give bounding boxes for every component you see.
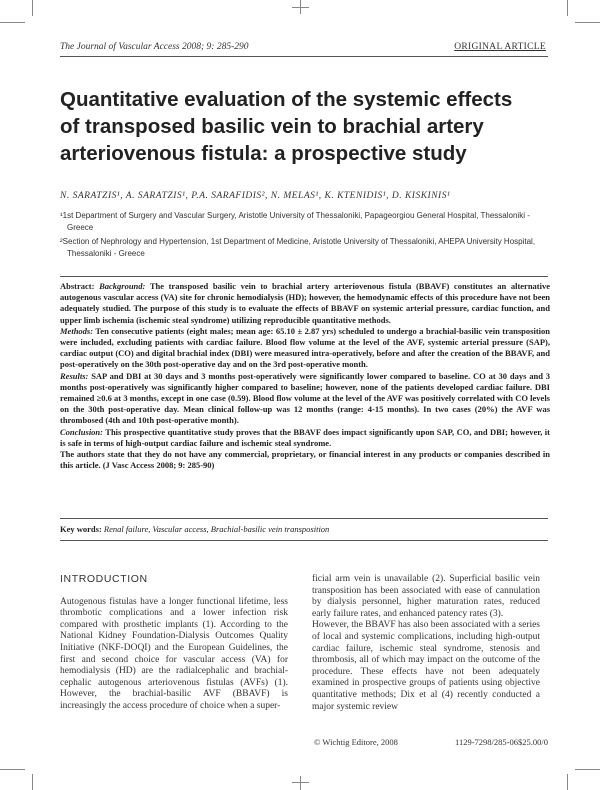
keywords-label: Key words: — [60, 524, 102, 534]
crop-mark-top-left-v — [32, 0, 33, 16]
author-list: N. SARATZIS¹, A. SARATZIS¹, P.A. SARAFIDIS², N. MELAS¹, K. KTENIDIS¹, D. KISKINIS¹ — [60, 191, 451, 201]
crop-mark-bottom-center-h — [292, 782, 309, 783]
abstract-disclosure: The authors state that they do not have any commercial, proprietary, or financial interest in any products or companies described in this article. (J Vasc Access 2008; 9: 285-90) — [60, 449, 550, 471]
keywords-bottom-rule — [60, 540, 548, 541]
affiliation-2: ²Section of Nephrology and Hypertension, 1st Department of Medicine, Aristotle University of Thessaloniki, AHEPA University Hospital, Thessaloniki - Greece — [60, 237, 536, 258]
results-text: SAP and DBI at 30 days and 3 months post-operatively were significantly lower compared to baseline. CO at 30 days and 3 months post-operatively was significantly higher compared to baseline; however, none of the patients developed cardiac failure. DBI remained ≥0.6 at 3 months, except in one case (0.59). Blood flow volume at the level of the AVF was positively correlated with CO levels on the 30th post-operative day. Mean clinical follow-up was 12 months (range: 4-15 months). In two cases (20%) the AVF was thrombosed (4th and 10th post-operative month). — [60, 370, 551, 426]
crop-mark-top-left-h — [0, 22, 25, 23]
intro-paragraph-3: However, the BBAVF has also been associated with a series of local and systemic complications, including high-output cardiac failure, ischemic steal syndrome, stenosis and thrombosis, all of which may impact on the outcome of the procedure. These effects have not been adequately examined in prospective groups of patients using objective quantitative methods; Dix et al (4) recently conducted a major systemic review — [312, 620, 540, 712]
methods-label: Methods: — [60, 325, 94, 336]
abstract-bottom-rule — [60, 518, 548, 519]
crop-mark-top-right-v — [567, 0, 568, 16]
body-column-left — [60, 574, 288, 713]
abstract-label: Abstract: — [60, 281, 95, 291]
results-label: Results: — [60, 370, 89, 381]
body-column-right — [312, 574, 540, 713]
abstract-conclusion — [60, 427, 550, 449]
background-label: Background: — [99, 281, 146, 291]
publisher-copyright: © Wichtig Editore, 2008 — [314, 737, 398, 747]
abstract-results — [60, 371, 550, 427]
background-text: The transposed basilic vein to brachial artery arteriovenous fistula (BBAVF) constitutes an alternative autogenous vascular access (VA) site for chronic hemodialysis (HD); however, the hemodynamic effects of this procedure have not been adequately studied. The purpose of this study is to evaluate the effects of BBAVF on systemic arterial pressure, cardiac function, and upper limb ischemia (ischemic steal syndrome) utilizing reproducible quantitative methods. — [60, 281, 551, 325]
conclusion-label: Conclusion: — [60, 426, 103, 437]
abstract-top-rule — [60, 276, 548, 277]
crop-mark-top-right-h — [575, 22, 600, 23]
issn-code: 1129-7298/285-06$25.00/0 — [455, 737, 548, 747]
crop-mark-bottom-left-v — [32, 774, 33, 790]
crop-mark-bottom-center-v — [300, 776, 301, 790]
affiliation-1: ¹1st Department of Surgery and Vascular Surgery, Aristotle University of Thessaloniki, Papageorgiou General Hospital, Thessaloniki - Greece — [60, 211, 530, 232]
crop-mark-bottom-right-v — [567, 774, 568, 790]
intro-paragraph-1: Autogenous fistulas have a longer functional lifetime, less thrombotic complications and a lower infection risk compared with prosthetic implants (1). According to the National Kidney Foundation-Dialysis Outcomes Quality Initiative (NKF-DOQI) and the European Guidelines, the first and second choice for vascular access (VA) for hemodialysis (HD) are the radialcephalic and brachial-cephalic autogenous arteriovenous fistulas (AVFs) (1). However, the brachial-basilic AVF (BBAVF) is increasingly the access procedure of choice when a super- — [60, 596, 288, 711]
section-heading-introduction: INTRODUCTION — [60, 573, 148, 585]
affiliations — [60, 210, 550, 262]
crop-mark-top-center-h — [292, 7, 309, 8]
journal-citation: The Journal of Vascular Access 2008; 9: 285-290 — [60, 42, 249, 52]
keywords — [60, 524, 550, 534]
abstract-methods — [60, 326, 550, 371]
crop-mark-bottom-right-h — [575, 769, 600, 770]
abstract — [60, 281, 550, 471]
header-rule — [60, 56, 548, 57]
section-label: ORIGINAL ARTICLE — [454, 42, 546, 52]
abstract-background — [60, 281, 550, 326]
article-title: Quantitative evaluation of the systemic effects of transposed basilic vein to brachial artery arteriovenous fistula: a prospective study — [60, 88, 513, 165]
keywords-text: Renal failure, Vascular access, Brachial-basilic vein transposition — [103, 524, 330, 534]
crop-mark-bottom-left-h — [0, 769, 25, 770]
intro-paragraph-2: ficial arm vein is unavailable (2). Superficial basilic vein transposition has been associated with ease of cannulation by dialysis personnel, higher maturation rates, reduced early failure rates, and enhanced patency rates (3). — [312, 574, 540, 619]
methods-text: Ten consecutive patients (eight males; mean age: 65.10 ± 2.87 yrs) scheduled to undergo a brachial-basilic vein transposition were included, excluding patients with cardiac failure. Blood flow volume at the level of the AVF, systemic arterial pressure (SAP), cardiac output (CO) and digital brachial index (DBI) were measured intra-operatively, before and after the creation of the BBAVF, and post-operatively on the 30th post-operative day and on the 3rd post-operative month. — [60, 325, 550, 370]
conclusion-text: This prospective quantitative study proves that the BBAVF does impact significantly upon SAP, CO, and DBI; however, it is safe in terms of high-output cardiac failure and ischemic steal syndrome. — [60, 426, 550, 448]
